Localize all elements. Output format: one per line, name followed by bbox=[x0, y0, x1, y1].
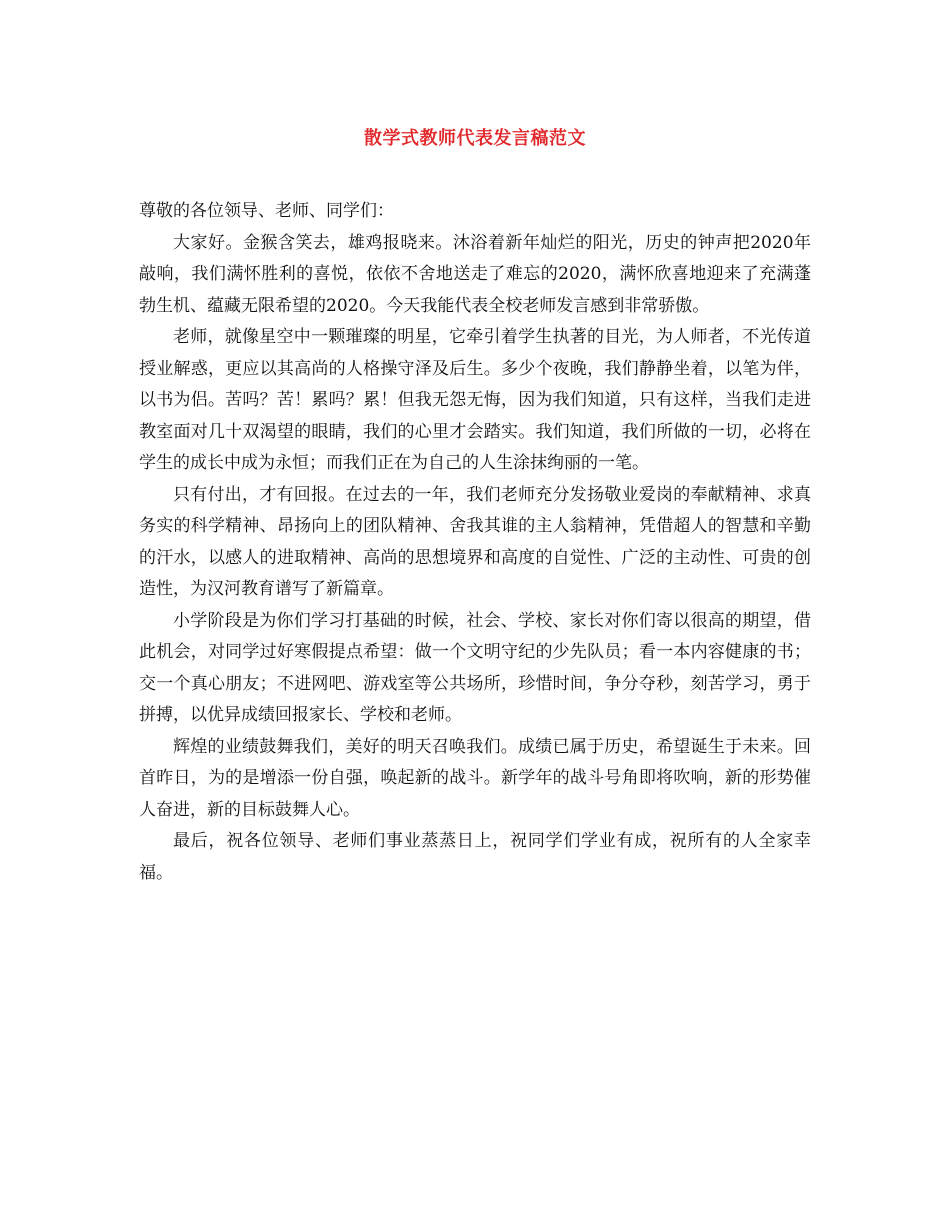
paragraph-teacher-star: 老师，就像星空中一颗璀璨的明星，它牵引着学生执著的目光，为人师者，不光传道授业解惑，更应以其高尚的人格操守泽及后生。多少个夜晚，我们静静坐着，以笔为伴，以书为侣。苦吗？苦！累吗？累！但我无怨无悔，因为我们知道，只有这样，当我们走进教室面对几十双渴望的眼睛，我们的心里才会踏实。我们知道，我们所做的一切，必将在学生的成长中成为永恒；而我们正在为自己的人生涂抹绚丽的一笔。 bbox=[139, 327, 811, 473]
paragraph-future: 辉煌的业绩鼓舞我们，美好的明天召唤我们。成绩已属于历史，希望诞生于未来。回首昨日，为的是增添一份自强，唤起新的战斗。新学年的战斗号角即将吹响，新的形势催人奋进，新的目标鼓舞人心。 bbox=[139, 736, 811, 820]
document-body bbox=[139, 196, 811, 889]
paragraph-expectations: 小学阶段是为你们学习打基础的时候，社会、学校、家长对你们寄以很高的期望，借此机会，对同学过好寒假提点希望：做一个文明守纪的少先队员；看一本内容健康的书；交一个真心朋友；不进网吧、游戏室等公共场所，珍惜时间，争分夺秒，刻苦学习，勇于拼搏，以优异成绩回报家长、学校和老师。 bbox=[139, 610, 811, 725]
paragraph-achievements: 只有付出，才有回报。在过去的一年，我们老师充分发扬敬业爱岗的奉献精神、求真务实的科学精神、昂扬向上的团队精神、舍我其谁的主人翁精神，凭借超人的智慧和辛勤的汗水，以感人的进取精神、高尚的思想境界和高度的自觉性、广泛的主动性、可贵的创造性，为汉河教育谱写了新篇章。 bbox=[139, 484, 811, 599]
salutation: 尊敬的各位领导、老师、同学们： bbox=[139, 201, 394, 221]
paragraph-greeting: 大家好。金猴含笑去，雄鸡报晓来。沐浴着新年灿烂的阳光，历史的钟声把2020年敲响，我们满怀胜利的喜悦，依依不舍地送走了难忘的2020，满怀欣喜地迎来了充满蓬勃生机、蕴藏无限希望的2020。今天我能代表全校老师发言感到非常骄傲。 bbox=[139, 232, 811, 316]
document-title: 散学式教师代表发言稿范文 bbox=[364, 128, 586, 149]
paragraph-closing: 最后，祝各位领导、老师们事业蒸蒸日上，祝同学们学业有成，祝所有的人全家幸福。 bbox=[139, 831, 811, 883]
